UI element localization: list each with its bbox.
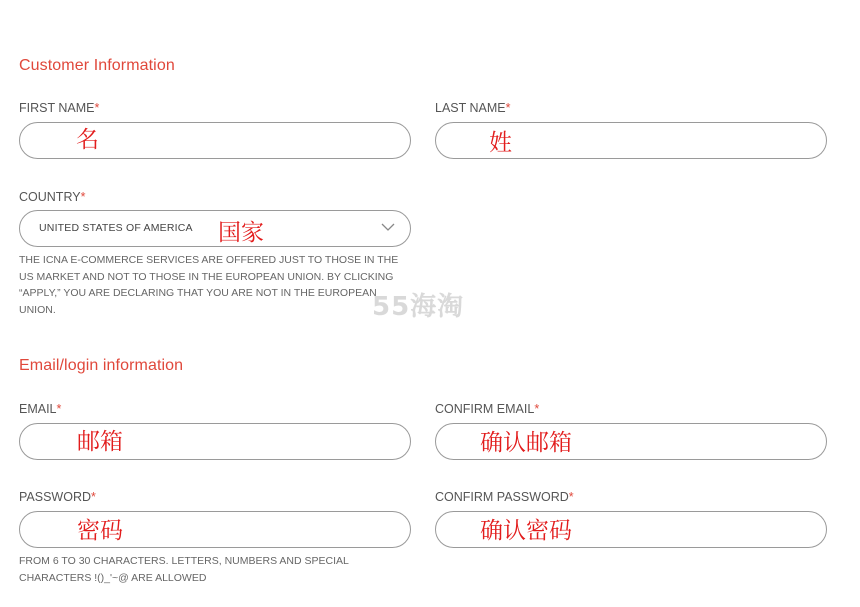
- last-name-label: [435, 101, 511, 115]
- password-label-text: PASSWORD: [19, 490, 91, 504]
- first-name-input[interactable]: [20, 123, 410, 158]
- country-annotation: 国家: [218, 220, 264, 246]
- password-input[interactable]: [20, 512, 410, 547]
- confirm-email-input[interactable]: [436, 424, 826, 459]
- country-label-text: COUNTRY: [19, 190, 81, 204]
- chevron-down-icon: [380, 221, 396, 233]
- last-name-annotation: 姓: [489, 130, 512, 156]
- required-marker: *: [80, 190, 86, 204]
- required-marker: *: [568, 490, 574, 504]
- password-annotation: 密码: [77, 518, 123, 544]
- password-label: [19, 490, 96, 504]
- last-name-input[interactable]: [436, 123, 826, 158]
- first-name-annotation: 名: [76, 127, 99, 153]
- confirm-email-field[interactable]: [435, 423, 827, 460]
- email-annotation: 邮箱: [77, 429, 123, 455]
- confirm-password-input[interactable]: [436, 512, 826, 547]
- confirm-password-annotation: 确认密码: [480, 518, 572, 544]
- email-input[interactable]: [20, 424, 410, 459]
- first-name-field[interactable]: [19, 122, 411, 159]
- login-info-title: Email/login information: [19, 357, 184, 374]
- confirm-email-label: [435, 402, 539, 416]
- country-select[interactable]: [19, 210, 411, 247]
- password-hint: FROM 6 TO 30 CHARACTERS. LETTERS, NUMBERS AND SPECIAL CHARACTERS !()_'~@ ARE ALLOWED: [19, 555, 349, 584]
- confirm-email-label-text: CONFIRM EMAIL: [435, 402, 535, 416]
- email-field[interactable]: [19, 423, 411, 460]
- watermark-logo: 55海淘: [372, 292, 465, 322]
- country-label: [19, 190, 85, 204]
- required-marker: *: [91, 490, 96, 504]
- confirm-password-field[interactable]: [435, 511, 827, 548]
- password-field[interactable]: [19, 511, 411, 548]
- required-marker: *: [56, 402, 62, 416]
- confirm-email-annotation: 确认邮箱: [480, 430, 572, 456]
- eu-notice: THE ICNA E-COMMERCE SERVICES ARE OFFERED JUST TO THOSE IN THE US MARKET AND NOT TO THOSE IN THE EUROPEAN UNION. BY CLICKING “APPLY,” YOU ARE DECLARING THAT YOU ARE NOT IN THE EUROPEAN UNION.: [19, 254, 399, 316]
- customer-info-title: Customer Information: [19, 57, 175, 74]
- required-marker: *: [534, 402, 540, 416]
- country-selected-value: UNITED STATES OF AMERICA: [39, 222, 193, 234]
- first-name-label-text: FIRST NAME: [19, 101, 95, 115]
- confirm-password-label: [435, 490, 574, 504]
- required-marker: *: [94, 101, 100, 115]
- email-label: [19, 402, 61, 416]
- confirm-password-label-text: CONFIRM PASSWORD: [435, 490, 569, 504]
- email-label-text: EMAIL: [19, 402, 57, 416]
- required-marker: *: [505, 101, 511, 115]
- last-name-field[interactable]: [435, 122, 827, 159]
- first-name-label: [19, 101, 99, 115]
- last-name-label-text: LAST NAME: [435, 101, 506, 115]
